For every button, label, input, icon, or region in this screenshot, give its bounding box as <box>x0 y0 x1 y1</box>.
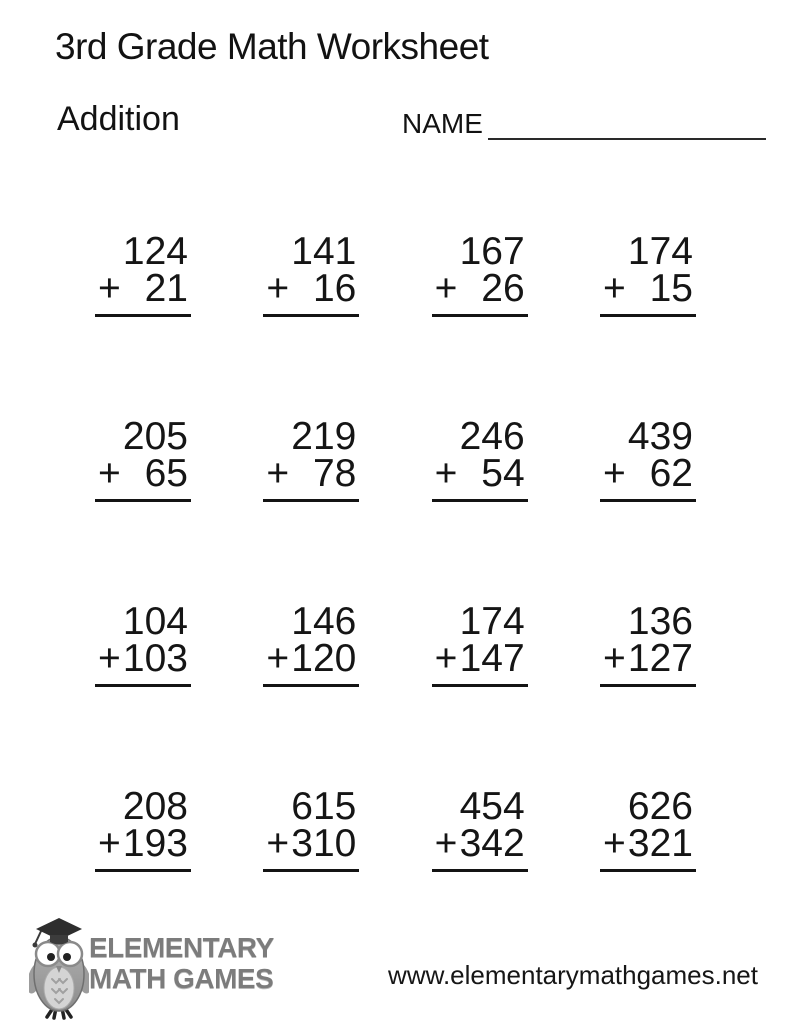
section-title: Addition <box>57 100 180 138</box>
top-addend: 615 <box>291 785 357 828</box>
plus-operator: + <box>434 267 458 310</box>
bottom-addend: 16 <box>312 267 357 310</box>
top-addend: 454 <box>459 785 525 828</box>
logo-wordmark <box>89 932 274 994</box>
addition-problem <box>263 415 359 502</box>
plus-operator: + <box>266 822 290 865</box>
addition-problem <box>263 785 359 872</box>
problem-row-3 <box>95 600 696 687</box>
plus-operator: + <box>602 637 626 680</box>
addition-problem <box>600 230 696 317</box>
logo-line-1: ELEMENTARY <box>89 932 274 963</box>
top-addend: 246 <box>459 415 525 458</box>
plus-operator: + <box>98 452 121 495</box>
problems-grid <box>95 230 696 872</box>
top-addend: 208 <box>122 785 188 828</box>
addition-problem <box>263 230 359 317</box>
bottom-addend: 103 <box>122 637 188 680</box>
bottom-addend: 310 <box>291 822 357 865</box>
addition-problem <box>432 600 528 687</box>
addition-problem <box>263 600 359 687</box>
addition-problem <box>600 415 696 502</box>
top-addend: 626 <box>627 785 693 828</box>
bottom-addend: 65 <box>144 452 188 495</box>
addition-problem <box>432 415 528 502</box>
plus-operator: + <box>98 637 121 680</box>
top-addend: 124 <box>122 230 188 273</box>
bottom-addend: 62 <box>649 452 693 495</box>
top-addend: 146 <box>291 600 357 643</box>
plus-operator: + <box>266 637 290 680</box>
addition-problem <box>432 785 528 872</box>
plus-operator: + <box>434 637 458 680</box>
page-title: 3rd Grade Math Worksheet <box>55 26 489 67</box>
name-label: NAME <box>402 108 483 139</box>
bottom-addend: 193 <box>122 822 188 865</box>
top-addend: 219 <box>291 415 357 458</box>
addition-problem <box>95 600 191 687</box>
name-field <box>402 108 766 140</box>
addition-problem <box>600 600 696 687</box>
problem-row-1 <box>95 230 696 317</box>
top-addend: 141 <box>291 230 357 273</box>
website-url: www.elementarymathgames.net <box>388 960 758 990</box>
plus-operator: + <box>602 267 626 310</box>
bottom-addend: 147 <box>459 637 525 680</box>
addition-problem <box>95 785 191 872</box>
top-addend: 104 <box>122 600 188 643</box>
problem-row-2 <box>95 415 696 502</box>
owl-graduation-cap-icon <box>29 916 89 1020</box>
addition-problem <box>95 230 191 317</box>
plus-operator: + <box>266 452 290 495</box>
plus-operator: + <box>98 267 121 310</box>
bottom-addend: 15 <box>649 267 693 310</box>
logo-line-2: MATH GAMES <box>89 963 274 994</box>
bottom-addend: 26 <box>481 267 525 310</box>
top-addend: 439 <box>627 415 693 458</box>
addition-problem <box>95 415 191 502</box>
top-addend: 174 <box>627 230 693 273</box>
bottom-addend: 78 <box>312 452 357 495</box>
bottom-addend: 321 <box>627 822 693 865</box>
top-addend: 174 <box>459 600 525 643</box>
plus-operator: + <box>434 822 458 865</box>
name-blank-line <box>488 111 766 140</box>
top-addend: 167 <box>459 230 525 273</box>
top-addend: 205 <box>122 415 188 458</box>
plus-operator: + <box>602 452 626 495</box>
bottom-addend: 54 <box>481 452 525 495</box>
bottom-addend: 342 <box>459 822 525 865</box>
addition-problem <box>432 230 528 317</box>
plus-operator: + <box>266 267 290 310</box>
plus-operator: + <box>434 452 458 495</box>
top-addend: 136 <box>627 600 693 643</box>
footer <box>0 900 800 1035</box>
addition-problem <box>600 785 696 872</box>
bottom-addend: 21 <box>144 267 188 310</box>
bottom-addend: 127 <box>627 637 693 680</box>
plus-operator: + <box>602 822 626 865</box>
problem-row-4 <box>95 785 696 872</box>
plus-operator: + <box>98 822 121 865</box>
bottom-addend: 120 <box>291 637 357 680</box>
